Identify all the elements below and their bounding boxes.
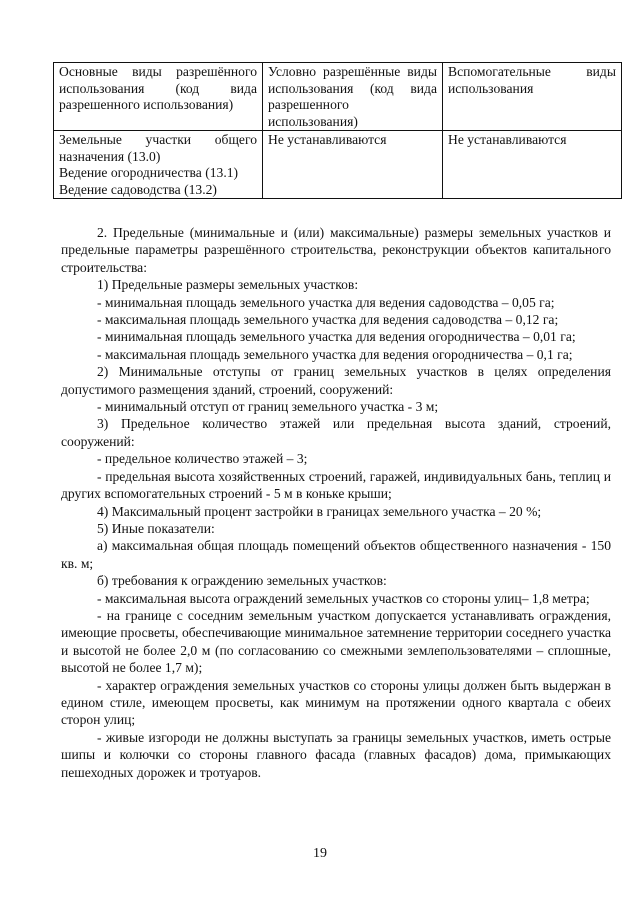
- paragraph: - минимальный отступ от границ земельного участка - 3 м;: [97, 399, 439, 415]
- paragraph: - минимальная площадь земельного участка для ведения огородничества – 0,01 га;: [97, 329, 576, 345]
- paragraph: б) требования к ограждению земельных участков:: [97, 573, 387, 589]
- header-auxiliary-uses: Вспомогательные виды использования: [443, 63, 622, 131]
- table-row: [54, 131, 622, 199]
- paragraph: а) максимальная общая площадь помещений объектов общественного назначения - 150 кв. м;: [61, 538, 611, 571]
- paragraph: - минимальная площадь земельного участка для ведения садоводства – 0,05 га;: [97, 294, 555, 310]
- paragraph: 5) Иные показатели:: [97, 520, 215, 536]
- header-main-uses: Основные виды разрешённого использования (код вида разрешенного использования): [54, 63, 263, 131]
- main-use-item: Ведение огородничества (13.1): [59, 165, 239, 180]
- document-body: [61, 224, 611, 781]
- paragraph: - живые изгороди не должны выступать за границы земельных участков, иметь острые шипы и колючки со стороны главного фасада (главных фасадов) дома, примыкающих пешеходных дорожек и тротуаров.: [61, 729, 611, 780]
- paragraph: 1) Предельные размеры земельных участков:: [97, 277, 359, 293]
- paragraph: - максимальная площадь земельного участка для ведения садоводства – 0,12 га;: [97, 312, 559, 328]
- permitted-uses-table: [53, 62, 622, 199]
- paragraph: 3) Предельное количество этажей или предельная высота зданий, строений, сооружений:: [61, 416, 611, 449]
- paragraph: - на границе с соседним земельным участком допускается устанавливать ограждения, имеющие просветы, обеспечивающие минимальное затемнение территории соседнего участка и высотой не более 2,0 м (по согласованию со смежными землепользователями – сплошные, высотой не более 1,7 м);: [61, 607, 611, 676]
- paragraph: 4) Максимальный процент застройки в границах земельного участка – 20 %;: [97, 503, 542, 519]
- main-use-item: Земельные участки общего назначения (13.0): [59, 132, 257, 164]
- paragraph: - предельная высота хозяйственных строений, гаражей, индивидуальных бань, теплиц и других вспомогательных строений - 5 м в коньке крыши;: [61, 468, 611, 502]
- paragraph: 2) Минимальные отступы от границ земельных участков в целях определения допустимого размещения зданий, строений, сооружений:: [61, 364, 611, 397]
- paragraph: - максимальная высота ограждений земельных участков со стороны улиц– 1,8 метра;: [97, 590, 590, 606]
- paragraph: 2. Предельные (минимальные и (или) максимальные) размеры земельных участков и предельные параметры разрешённого строительства, реконструкции объектов капитального строительства:: [61, 225, 611, 275]
- header-conditional-uses: Условно разрешённые виды использования (код вида разрешенного использования): [263, 63, 443, 131]
- page-number: 19: [313, 846, 327, 861]
- paragraph: - предельное количество этажей – 3;: [97, 451, 308, 467]
- paragraph: - максимальная площадь земельного участка для ведения огородничества – 0,1 га;: [97, 346, 573, 362]
- cell-conditional-uses: Не устанавливаются: [263, 131, 443, 199]
- main-use-item: Ведение садоводства (13.2): [59, 181, 217, 197]
- paragraph: - характер ограждения земельных участков со стороны улицы должен быть выдержан в едином стиле, имеющем просветы, как минимум на протяжении одного квартала с обеих сторон улиц;: [61, 677, 611, 728]
- cell-auxiliary-uses: Не устанавливаются: [443, 131, 622, 199]
- table-header-row: [54, 63, 622, 131]
- cell-main-uses: [54, 131, 263, 199]
